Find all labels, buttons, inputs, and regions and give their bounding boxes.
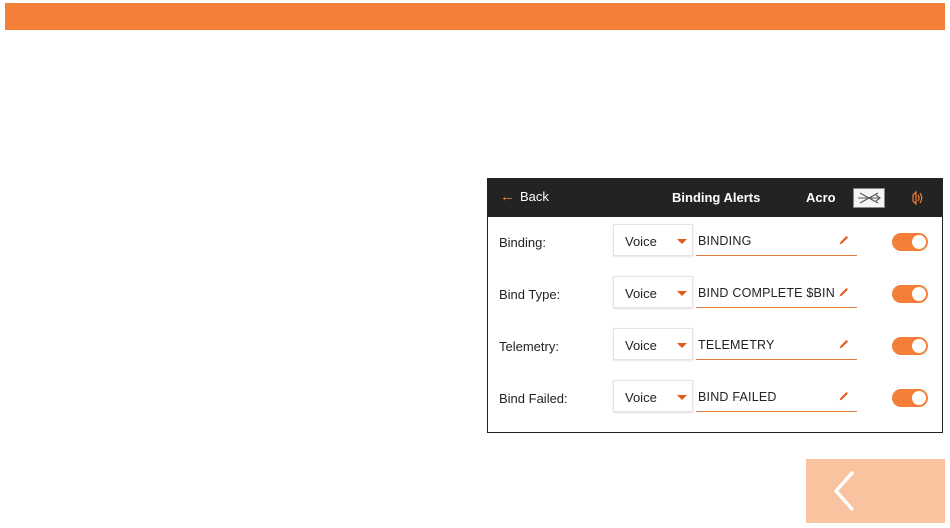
alert-row-binding [488, 218, 942, 270]
caret-down-icon [677, 343, 687, 348]
field-value: TELEMETRY [698, 338, 775, 352]
chevron-left-icon [806, 459, 945, 523]
toggle-knob [912, 235, 926, 249]
alert-mode-select[interactable] [613, 328, 693, 360]
field-value: BIND COMPLETE $BIN [698, 286, 835, 300]
field-value: BINDING [698, 234, 752, 248]
toggle-knob [912, 391, 926, 405]
transmitter-screen [487, 178, 943, 433]
speaker-icon[interactable] [907, 190, 925, 211]
top-accent-bar [5, 3, 945, 30]
airplane-icon[interactable] [853, 188, 885, 208]
alert-row-bind-failed [488, 374, 942, 426]
toggle-knob [912, 287, 926, 301]
row-label: Binding: [499, 235, 546, 250]
caret-down-icon [677, 291, 687, 296]
alert-toggle[interactable] [892, 389, 928, 407]
pencil-icon[interactable] [838, 389, 850, 407]
alert-text-field[interactable] [696, 276, 857, 308]
alert-toggle[interactable] [892, 233, 928, 251]
alert-text-field[interactable] [696, 328, 857, 360]
caret-down-icon [677, 395, 687, 400]
screen-title: Binding Alerts [672, 190, 761, 205]
select-value: Voice [625, 286, 657, 301]
pencil-icon[interactable] [838, 233, 850, 251]
alert-text-field[interactable] [696, 380, 857, 412]
pencil-icon[interactable] [838, 285, 850, 303]
back-button[interactable] [500, 189, 549, 204]
toggle-knob [912, 339, 926, 353]
select-value: Voice [625, 338, 657, 353]
arrow-left-icon: ← [500, 188, 515, 205]
row-label: Bind Failed: [499, 391, 568, 406]
caret-down-icon [677, 239, 687, 244]
alert-row-telemetry [488, 322, 942, 374]
screen-header [488, 179, 942, 217]
select-value: Voice [625, 390, 657, 405]
alert-mode-select[interactable] [613, 276, 693, 308]
row-label: Telemetry: [499, 339, 559, 354]
alert-text-field[interactable] [696, 224, 857, 256]
alert-row-bind-type [488, 270, 942, 322]
alert-mode-select[interactable] [613, 380, 693, 412]
model-name: Acro [806, 190, 836, 205]
back-label: Back [520, 189, 549, 204]
alert-toggle[interactable] [892, 285, 928, 303]
alert-toggle[interactable] [892, 337, 928, 355]
page-back-button[interactable] [806, 459, 945, 523]
alert-mode-select[interactable] [613, 224, 693, 256]
row-label: Bind Type: [499, 287, 561, 302]
select-value: Voice [625, 234, 657, 249]
field-value: BIND FAILED [698, 390, 777, 404]
pencil-icon[interactable] [838, 337, 850, 355]
